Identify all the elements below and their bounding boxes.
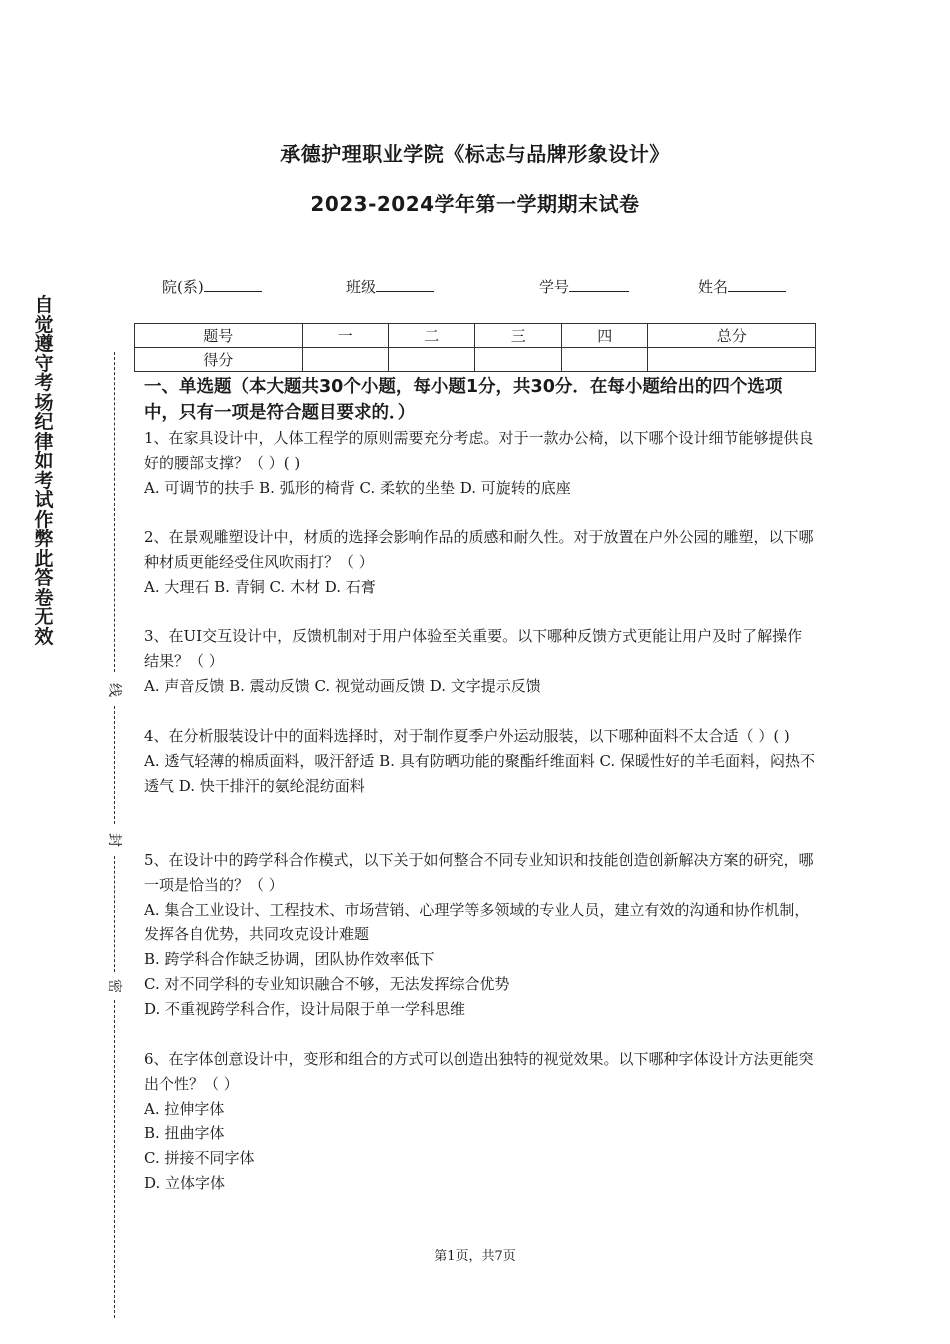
- side-notice-char: 此: [34, 547, 54, 570]
- score-table: [134, 323, 816, 372]
- question-option: B. 跨学科合作缺乏协调，团队协作效率低下: [144, 950, 435, 969]
- question-option: A. 集合工业设计、工程技术、市场营销、心理学等多领域的专业人员，建立有效的沟通和协作机制，发挥各自优势，共同攻克设计难题: [144, 900, 810, 944]
- side-notice-char: 自: [34, 294, 54, 316]
- question-option: A. 拉伸字体: [144, 1099, 225, 1118]
- score-header-cell: 总分: [648, 324, 816, 348]
- exam-title-line1: 承德护理职业学院《标志与品牌形象设计》: [280, 142, 670, 166]
- exam-title-line2: 2023-2024学年第一学期期末试卷: [310, 192, 640, 216]
- student-id-field: [539, 276, 629, 297]
- side-notice-char: 遵: [34, 333, 54, 355]
- question-stem: 4、在分析服装设计中的面料选择时，对于制作夏季户外运动服装，以下哪种面料不太合适（ ）( ): [144, 727, 790, 745]
- department-blank: [204, 277, 262, 292]
- score-header-cell: 二: [388, 324, 474, 348]
- page-footer: 第1页，共7页: [434, 1249, 516, 1264]
- seal-label-secret: 密: [106, 979, 122, 993]
- section-heading: 一、单选题（本大题共30个小题，每小题1分，共30分．在每小题给出的四个选项中，只有一项是符合题目要求的．）: [144, 377, 783, 423]
- seal-label-seal: 封: [106, 833, 122, 847]
- question-6: [144, 1047, 816, 1196]
- side-notice-char: 效: [34, 625, 54, 648]
- side-notice-char: 律: [34, 430, 54, 453]
- score-header-cell: 一: [302, 324, 388, 348]
- score-table-header-row: [135, 324, 816, 348]
- score-cell: [475, 348, 561, 372]
- question-stem: 5、在设计中的跨学科合作模式，以下关于如何整合不同专业知识和技能创造创新解决方案的研究，哪一项是恰当的？（ ）: [144, 851, 814, 894]
- side-notice: [32, 296, 56, 647]
- side-notice-char: 如: [34, 450, 54, 472]
- class-blank: [376, 277, 434, 292]
- question-option: D. 立体字体: [144, 1173, 226, 1192]
- side-notice-char: 作: [34, 508, 54, 531]
- score-table-score-row: [135, 348, 816, 372]
- question-stem: 6、在字体创意设计中，变形和组合的方式可以创造出独特的视觉效果。以下哪种字体设计方法更能突出个性？（ ）: [144, 1050, 814, 1093]
- student-id-label: 学号: [539, 278, 570, 296]
- question-1: [144, 426, 816, 500]
- class-field: [346, 276, 434, 297]
- question-option: D. 不重视跨学科合作，设计局限于单一学科思维: [144, 999, 466, 1018]
- name-label: 姓名: [698, 278, 729, 296]
- side-notice-char: 试: [34, 489, 54, 511]
- question-option: C. 对不同学科的专业知识融合不够，无法发挥综合优势: [144, 974, 510, 993]
- question-stem: 2、在景观雕塑设计中，材质的选择会影响作品的质感和耐久性。对于放置在户外公园的雕塑，以下哪种材质更能经受住风吹雨打？（ ）: [144, 528, 814, 571]
- question-option: B. 扭曲字体: [144, 1124, 225, 1143]
- side-notice-char: 纪: [34, 411, 54, 433]
- side-notice-char: 考: [34, 469, 54, 492]
- side-notice-char: 守: [34, 352, 54, 375]
- department-label: 院(系): [162, 278, 204, 296]
- department-field: [162, 276, 262, 297]
- question-2: [144, 525, 816, 599]
- score-cell: [388, 348, 474, 372]
- class-label: 班级: [346, 278, 377, 296]
- question-option: C. 拼接不同字体: [144, 1149, 255, 1168]
- seal-dashed-line: [114, 856, 115, 972]
- seal-dashed-line: [114, 1000, 115, 1318]
- side-notice-char: 考: [34, 372, 54, 394]
- score-cell: [648, 348, 816, 372]
- side-notice-char: 卷: [34, 586, 54, 609]
- side-notice-char: 弊: [34, 528, 54, 550]
- seal-label-line: 线: [106, 683, 122, 697]
- question-option: A. 透气轻薄的棉质面料，吸汗舒适 B. 具有防晒功能的聚酯纤维面料 C. 保暖性好的羊毛面料，闷热不透气 D. 快干排汗的氨纶混纺面料: [144, 751, 815, 795]
- side-notice-char: 答: [34, 567, 54, 589]
- question-stem: 3、在UI交互设计中，反馈机制对于用户体验至关重要。以下哪种反馈方式更能让用户及时了解操作结果？（ ）: [144, 627, 803, 670]
- seal-dashed-line: [114, 352, 115, 672]
- question-3: [144, 624, 816, 698]
- question-stem: 1、在家具设计中，人体工程学的原则需要充分考虑。对于一款办公椅，以下哪个设计细节能够提供良好的腰部支撑？（ ）( ): [144, 429, 814, 472]
- score-row-label: 得分: [135, 348, 303, 372]
- student-id-blank: [569, 277, 629, 292]
- question-option: A. 可调节的扶手 B. 弧形的椅背 C. 柔软的坐垫 D. 可旋转的底座: [144, 478, 571, 497]
- score-cell: [561, 348, 647, 372]
- score-header-cell: 三: [475, 324, 561, 348]
- side-notice-char: 无: [34, 606, 54, 628]
- side-notice-char: 觉: [34, 313, 54, 336]
- question-option: A. 大理石 B. 青铜 C. 木材 D. 石膏: [144, 577, 376, 596]
- score-cell: [302, 348, 388, 372]
- name-field: [698, 276, 786, 297]
- side-notice-char: 场: [34, 391, 54, 414]
- question-option: A. 声音反馈 B. 震动反馈 C. 视觉动画反馈 D. 文字提示反馈: [144, 676, 541, 695]
- question-5: [144, 848, 816, 1022]
- seal-dashed-line: [114, 706, 115, 824]
- score-header-cell: 四: [561, 324, 647, 348]
- name-blank: [728, 277, 786, 292]
- score-header-cell: 题号: [135, 324, 303, 348]
- question-4: [144, 724, 816, 798]
